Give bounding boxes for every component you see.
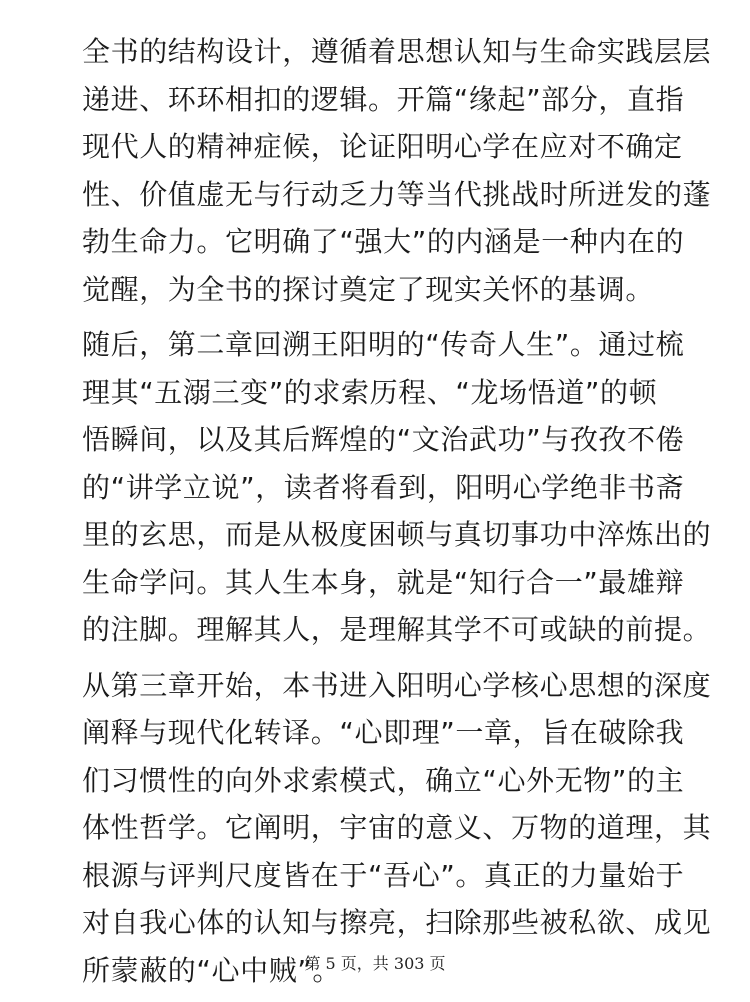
paragraph-3 <box>82 662 712 995</box>
text-line: 全书的结构设计，遵循着思想认知与生命实践层层 <box>82 35 712 68</box>
text-line: 阐释与现代化转译。“心即理”一章，旨在破除我 <box>82 716 685 749</box>
text-line: 生命学问。其人生本身，就是“知行合一”最雄辩 <box>82 565 685 599</box>
text-line: 根源与评判尺度皆在于“吾心”。真正的力量始于 <box>82 858 685 892</box>
text-line: 勃生命力。它明确了“强大”的内涵是一种内在的 <box>82 225 685 258</box>
text-line: 里的玄思，而是从极度困顿与真切事功中淬炼出的 <box>82 518 712 551</box>
text-line: 们习惯性的向外求索模式，确立“心外无物”的主 <box>82 763 685 797</box>
text-line: 理其“五溺三变”的求索历程、“龙场悟道”的顿 <box>82 375 658 409</box>
paragraph-2 <box>82 321 712 654</box>
text-line: 从第三章开始，本书进入阳明心学核心思想的深度 <box>82 668 712 702</box>
text-line: 悟瞬间，以及其后辉煌的“文治武功”与孜孜不倦 <box>82 423 685 456</box>
text-line: 性、价值虚无与行动乏力等当代挑战时所迸发的蓬 <box>82 177 712 211</box>
text-line: 递进、环环相扣的逻辑。开篇“缘起”部分，直指 <box>82 82 685 116</box>
text-line: 体性哲学。它阐明，宇宙的意义、万物的道理，其 <box>82 811 712 844</box>
paragraph-1 <box>82 28 712 313</box>
text-line: 的“讲学立说”，读者将看到，阳明心学绝非书斋 <box>82 470 685 504</box>
text-line: 随后，第二章回溯王阳明的“传奇人生”。通过梳 <box>82 328 685 361</box>
text-line: 觉醒，为全书的探讨奠定了现实关怀的基调。 <box>82 272 655 306</box>
text-line: 现代人的精神症候，论证阳明心学在应对不确定 <box>82 130 683 163</box>
text-line: 的注脚。理解其人，是理解其学不可或缺的前提。 <box>82 613 712 646</box>
text-line: 对自我心体的认知与擦亮，扫除那些被私欲、成见 <box>82 906 712 939</box>
body-text <box>82 28 712 1002</box>
text-line: 所蒙蔽的“心中贼”。 <box>82 953 342 987</box>
page-number-footer: 第 5 页，共 303 页 <box>304 954 446 973</box>
